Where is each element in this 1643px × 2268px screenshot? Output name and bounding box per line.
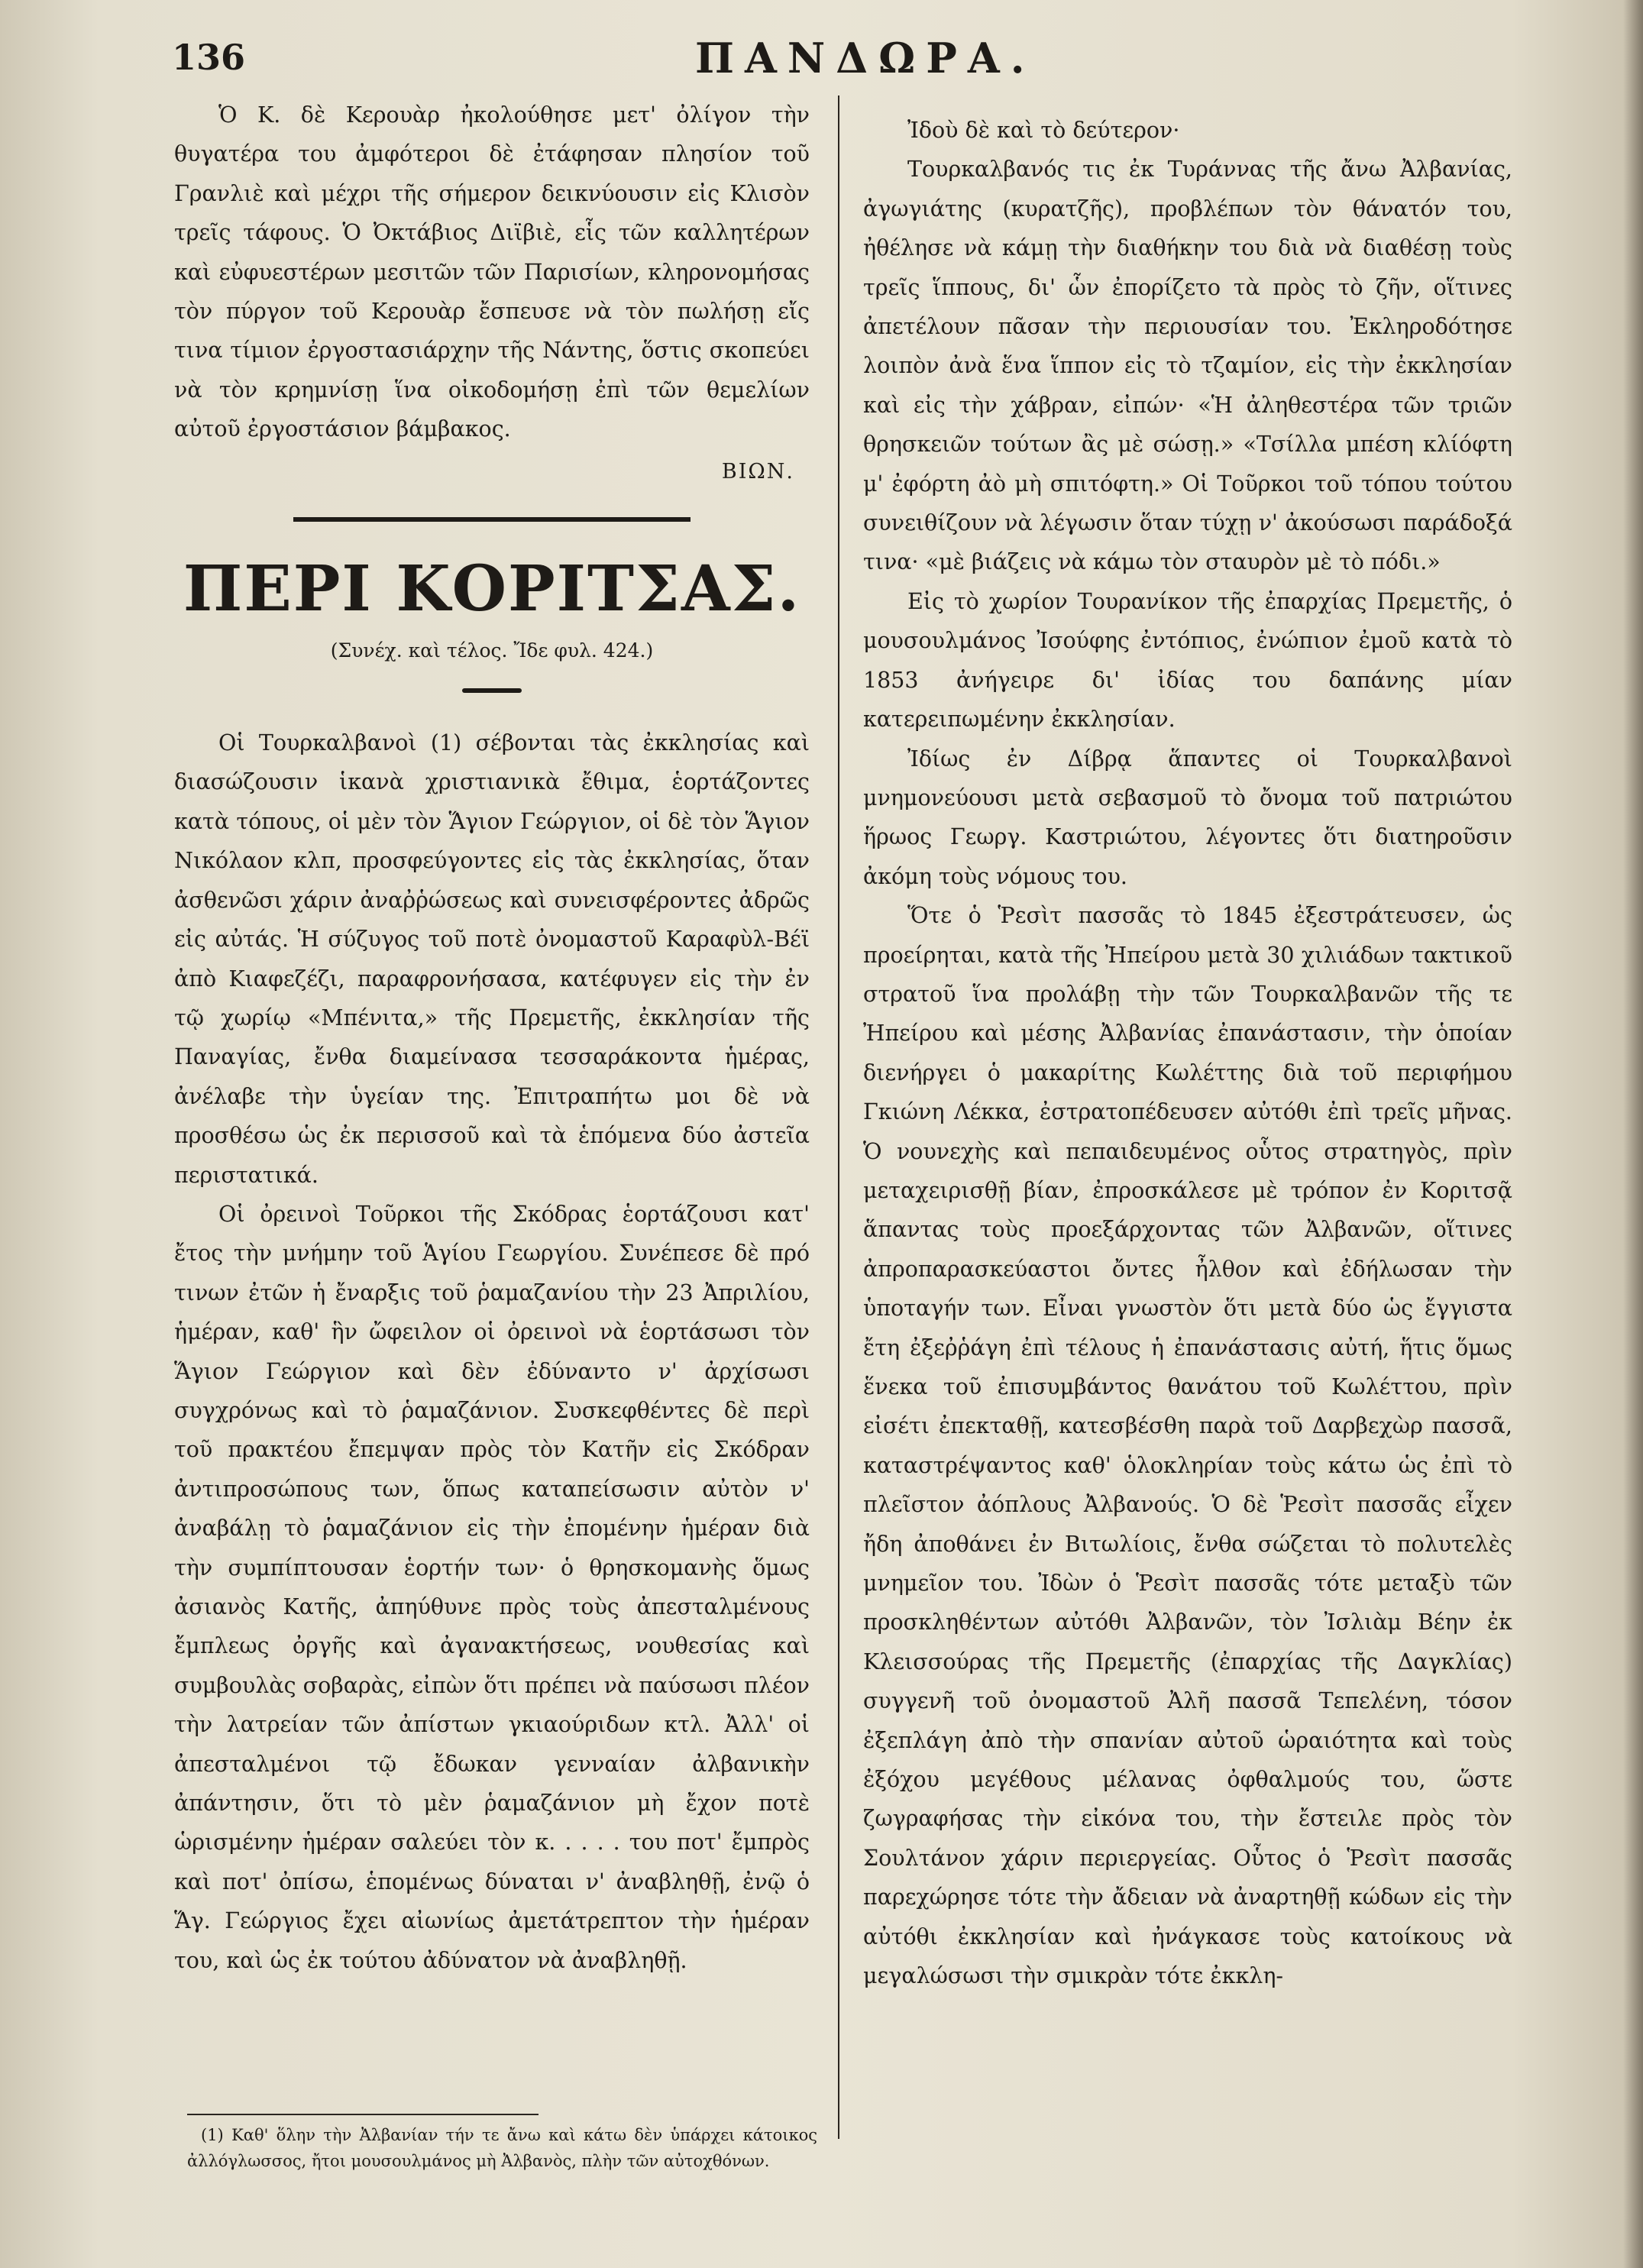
column-divider xyxy=(838,95,839,2139)
footnote xyxy=(187,2122,817,2174)
paragraph: Ὅτε ὁ Ῥεσὶτ πασσᾶς τὸ 1845 ἐξεστράτευσεν, ὡς προείρηται, κατὰ τῆς Ἠπείρου μετὰ 30 χιλιάδων τακτικοῦ στρατοῦ ἵνα προλάβῃ τὴν τῶν Τουρκαλβανῶν τῆς τε Ἠπείρου καὶ μέσης Ἀλβανίας ἐπανάστασιν, τὴν ὁποίαν διενήργει ὁ μακαρίτης Κωλέττης διὰ τοῦ περιφήμου Γκιώνη Λέκκα, ἐστρατοπέδευσεν αὐτόθι ἐπὶ τρεῖς μῆνας. Ὁ νουνεχὴς καὶ πεπαιδευμένος οὗτος στρατηγὸς, πρὶν μεταχειρισθῇ βίαν, ἐπροσκάλεσε μὲ τρόπον ἐν Κοριτσᾷ ἅπαντας τοὺς προεξάρχοντας τῶν Ἀλβανῶν, οἵτινες ἀπροπαρασκεύαστοι ὄντες ἦλθον καὶ ἐδήλωσαν τὴν ὑποταγήν των. Εἶναι γνωστὸν ὅτι μετὰ δύο ὡς ἔγγιστα ἔτη ἐξεῤῥάγη ἐπὶ τέλους ἡ ἐπανάστασις αὐτή, ἥτις ὅμως ἕνεκα τοῦ ἐπισυμβάντος θανάτου τοῦ Κωλέττου, πρὶν εἰσέτι ἐπεκταθῇ, κατεσβέσθη παρὰ τοῦ Δαρβεχὼρ πασσᾶ, καταστρέψαντος καθ' ὁλοκληρίαν τοὺς κάτω ὡς ἐπὶ τὸ πλεῖστον ἀόπλους Ἀλβανούς. Ὁ δὲ Ῥεσὶτ πασσᾶς εἶχεν ἤδη ἀποθάνει ἐν Βιτωλίοις, ἔνθα σώζεται τὸ πολυτελὲς μνημεῖον του. Ἰδὼν ὁ Ῥεσὶτ πασσᾶς τότε μεταξὺ τῶν προσκληθέντων αὐτόθι Ἀλβανῶν, τὸν Ἰσλιὰμ Βέην ἐκ Κλεισσούρας τῆς Πρεμετῆς (ἐπαρχίας τῆς Δαγκλίας) συγγενῆ τοῦ ὀνομαστοῦ Ἀλῆ πασσᾶ Τεπελένη, τόσον ἐξεπλάγη ἀπὸ τὴν σπανίαν αὐτοῦ ὡραιότητα καὶ τοὺς ἐξόχου μεγέθους μέλανας ὀφθαλμούς του, ὥστε ζωγραφήσας τὴν εἰκόνα του, τὴν ἔστειλε πρὸς τὸν Σουλτάνον χάριν περιεργείας. Οὗτος ὁ Ῥεσὶτ πασσᾶς παρεχώρησε τότε τὴν ἄδειαν νὰ ἀναρτηθῇ κώδων εἰς τὴν αὐτόθι ἐκκλησίαν καὶ ἠνάγκασε τοὺς κατοίκους νὰ μεγαλώσωσι τὴν σμικρὰν τότε ἐκκλη- xyxy=(863,903,1512,1989)
section-title: ΠΕΡΙ ΚΟΡΙΤΣΑΣ. xyxy=(183,552,801,626)
section-separator xyxy=(293,517,691,522)
page-header xyxy=(0,31,1643,92)
footnote-rule xyxy=(187,2114,539,2115)
running-title: ΠΑΝΔΩΡΑ. xyxy=(695,34,1036,83)
footnote-text: (1) Καθ' ὅλην τὴν Ἀλβανίαν τήν τε ἄνω καὶ κάτω δὲν ὑπάρχει κάτοικος ἀλλόγλωσσος, ἤτοι μουσουλμάνος μὴ Ἀλβανὸς, πλὴν τῶν αὐτοχθόνων. xyxy=(187,2126,817,2170)
continued-paragraph: Ὁ Κ. δὲ Κερουὰρ ἠκολούθησε μετ' ὀλίγον τὴν θυγατέρα του ἀμφότεροι δὲ ἐτάφησαν πλησίον τοῦ Γρανλιὲ καὶ μέχρι τῆς σήμερον δεικνύουσιν εἰς Κλισὸν τρεῖς τάφους. Ὁ Ὀκτάβιος Διϊβιὲ, εἷς τῶν καλλητέρων καὶ εὐφυεστέρων μεσιτῶν τῶν Παρισίων, κληρονομήσας τὸν πύργον τοῦ Κερουὰρ ἔσπευσε νὰ τὸν πωλήσῃ εἴς τινα τίμιον ἐργοστασιάρχην τῆς Νάντης, ὅστις σκοπεύει νὰ τὸν κρημνίσῃ ἵνα οἰκοδομήσῃ ἐπὶ τῶν θεμελίων αὐτοῦ ἐργοστάσιον βάμβακος. xyxy=(174,102,810,442)
paragraph: Εἰς τὸ χωρίον Τουρανίκον τῆς ἐπαρχίας Πρεμετῆς, ὁ μουσουλμάνος Ἰσούφης ἐντόπιος, ἐνώπιον ἐμοῦ κατὰ τὸ 1853 ἀνήγειρε δι' ἰδίας του δαπάνης μίαν κατερειπωμένην ἐκκλησίαν. xyxy=(863,588,1512,733)
ornament-rule xyxy=(462,688,522,693)
paragraph: Οἱ ὀρεινοὶ Τοῦρκοι τῆς Σκόδρας ἑορτάζουσι κατ' ἔτος τὴν μνήμην τοῦ Ἁγίου Γεωργίου. Συνέπεσε δὲ πρό τινων ἐτῶν ἡ ἔναρξις τοῦ ῥαμαζανίου τὴν 23 Ἀπριλίου, ἡμέραν, καθ' ἣν ὤφειλον οἱ ὀρεινοὶ νὰ ἑορτάσωσι τὸν Ἅγιον Γεώργιον καὶ δὲν ἐδύναντο ν' ἀρχίσωσι συγχρόνως καὶ τὸ ῥαμαζάνιον. Συσκεφθέντες δὲ περὶ τοῦ πρακτέου ἔπεμψαν πρὸς τὸν Κατῆν εἰς Σκόδραν ἀντιπροσώπους των, ὅπως καταπείσωσιν αὐτὸν ν' ἀναβάλῃ τὸ ῥαμαζάνιον εἰς τὴν ἐπομένην ἡμέραν διὰ τὴν συμπίπτουσαν ἑορτήν των· ὁ θρησκομανὴς ὅμως ἀσιανὸς Κατῆς, ἀπηύθυνε πρὸς τοὺς ἀπεσταλμένους ἔμπλεως ὀργῆς καὶ ἀγανακτήσεως, νουθεσίας καὶ συμβουλὰς σοβαρὰς, εἰπὼν ὅτι πρέπει νὰ παύσωσι πλέον τὴν λατρείαν τῶν ἀπίστων γκιαούριδων κτλ. Ἀλλ' οἱ ἀπεσταλμένοι τῷ ἔδωκαν γενναίαν ἀλβανικὴν ἀπάντησιν, ὅτι τὸ μὲν ῥαμαζάνιον μὴ ἔχον ποτὲ ὡρισμένην ἡμέραν σαλεύει τὸν κ. . . . . του ποτ' ἔμπρὸς καὶ ποτ' ὀπίσω, ἑπομένως δύναται ν' ἀναβληθῇ, ἐνῷ ὁ Ἅγ. Γεώργιος ἔχει αἰωνίως ἀμετάτρεπτον τὴν ἡμέραν του, καὶ ὡς ἐκ τούτου ἀδύνατον νὰ ἀναβληθῇ. xyxy=(174,1201,810,1973)
paragraph: Τουρκαλβανός τις ἐκ Τυράννας τῆς ἄνω Ἀλβανίας, ἀγωγιάτης (κυρατζῆς), προβλέπων τὸν θάνατόν του, ἠθέλησε νὰ κάμῃ τὴν διαθήκην του διὰ νὰ διαθέσῃ τοὺς τρεῖς ἵππους, δι' ὧν ἐπορίζετο τὰ πρὸς τὸ ζῆν, οἵτινες ἀπετέλουν πᾶσαν τὴν περιουσίαν του. Ἐκληροδότησε λοιπὸν ἀνὰ ἕνα ἵππον εἰς τὸ τζαμίον, εἰς τὴν ἐκκλησίαν καὶ εἰς τὴν χάβραν, εἰπών· «Ἡ ἀληθεστέρα τῶν τριῶν θρησκειῶν τούτων ἂς μὲ σώσῃ.» «Τσίλλα μπέση κλίόφτη μ' ἐφόρτη ἀὸ μὴ σπιτόφτη.» Οἱ Τοῦρκοι τοῦ τόπου τούτου συνειθίζουν νὰ λέγωσιν ὅταν τύχῃ ν' ἀκούσωσι παράδοξά τινα· «μὲ βιάζεις νὰ κάμω τὸν σταυρὸν μὲ τὸ πόδι.» xyxy=(863,157,1512,575)
right-column xyxy=(863,111,1512,1996)
page-edge-shadow xyxy=(1623,0,1643,2268)
paragraph: Οἱ Τουρκαλβανοὶ (1) σέβονται τὰς ἐκκλησίας καὶ διασώζουσιν ἱκανὰ χριστιανικὰ ἔθιμα, ἑορτάζοντες κατὰ τόπους, οἱ μὲν τὸν Ἅγιον Γεώργιον, οἱ δὲ τὸν Ἅγιον Νικόλαον κλπ, προσφεύγοντες εἰς τὰς ἐκκλησίας, ὅταν ἀσθενῶσι χάριν ἀναῤῥώσεως καὶ συνεισφέροντες ἀδρῶς εἰς αὐτάς. Ἡ σύζυγος τοῦ ποτὲ ὀνομαστοῦ Καραφὺλ-Βέϊ ἀπὸ Κιαφεζέζι, παραφρονήσασα, κατέφυγεν εἰς τὴν ἐν τῷ χωρίῳ «Μπένιτα,» τῆς Πρεμετῆς, ἐκκλησίαν τῆς Παναγίας, ἔνθα διαμείνασα τεσσαράκοντα ἡμέρας, ἀνέλαβε τὴν ὑγείαν της. Ἐπιτραπήτω μοι δὲ νὰ προσθέσω ὡς ἐκ περισσοῦ καὶ τὰ ἑπόμενα δύο ἀστεῖα περιστατικά. xyxy=(174,730,810,1188)
author-signature: ΒΙΩΝ. xyxy=(721,459,794,484)
page-number: 136 xyxy=(172,37,246,78)
paragraph: Ἰδίως ἐν Δίβρᾳ ἅπαντες οἱ Τουρκαλβανοὶ μνημονεύουσι μετὰ σεβασμοῦ τὸ ὄνομα τοῦ πατριώτου ἥρωος Γεωργ. Καστριώτου, λέγοντες ὅτι διατηροῦσιν ἀκόμη τοὺς νόμους του. xyxy=(863,746,1512,889)
paragraph: Ἰδοὺ δὲ καὶ τὸ δεύτερον· xyxy=(907,118,1180,143)
left-column xyxy=(174,95,810,1980)
section-subtitle: (Συνέχ. καὶ τέλος. Ἴδε φυλ. 424.) xyxy=(330,639,654,662)
